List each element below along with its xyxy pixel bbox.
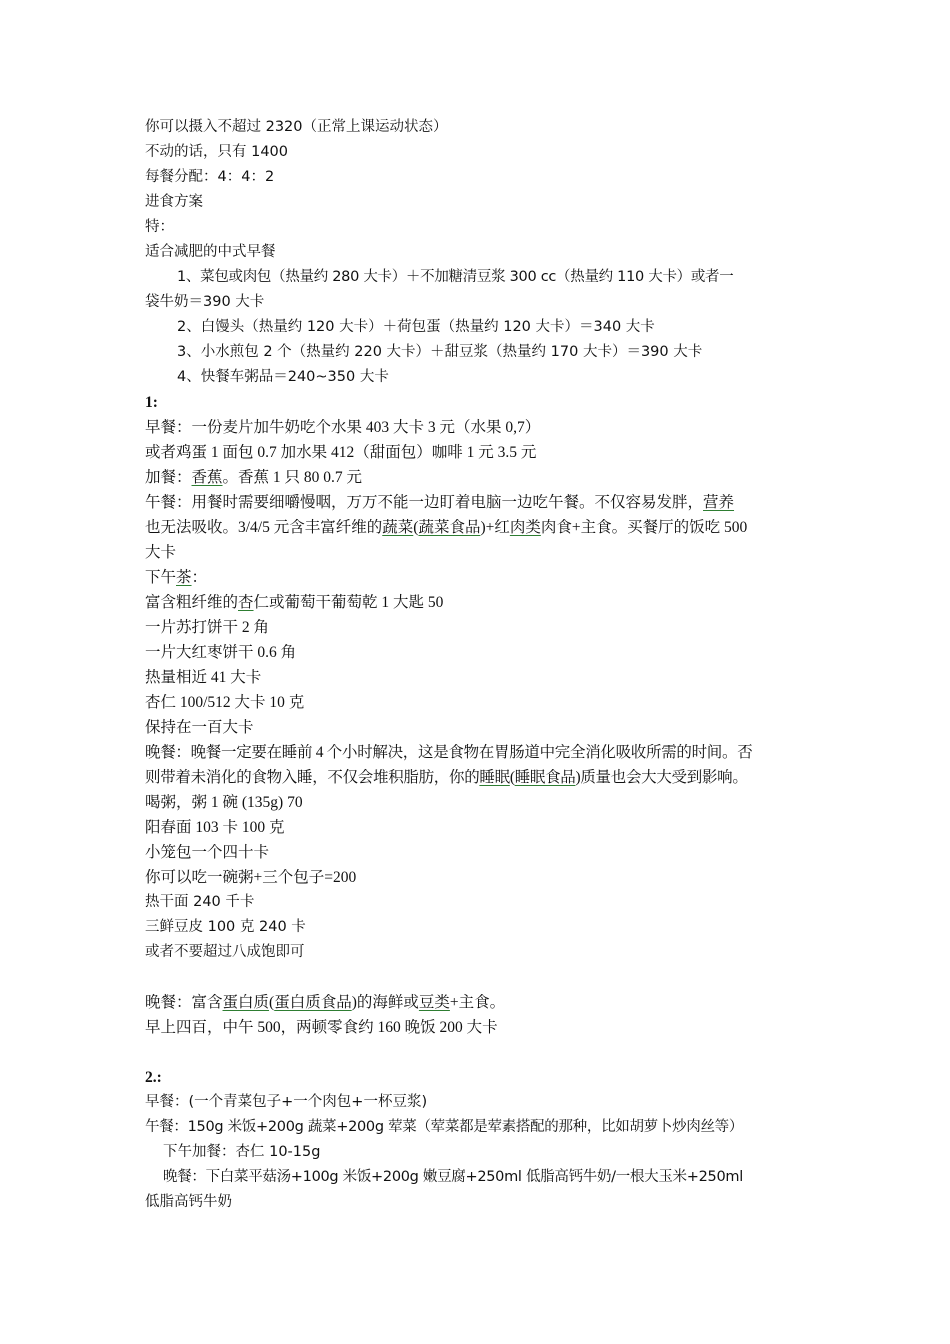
almond-line: 杏仁 100/512 大卡 10 克 (145, 694, 305, 711)
protein-food-link[interactable]: 蛋白质食品 (274, 994, 352, 1011)
soda-cracker-line: 一片苏打饼干 2 角 (145, 619, 270, 636)
breakfast-option-1: 1、菜包或肉包（热量约 280 大卡）＋不加糖清豆浆 300 cc（热量约 110 大卡）或者一 (177, 269, 734, 285)
plan1-breakfast-alt: 或者鸡蛋 1 面包 0.7 加水果 412（甜面包）咖啡 1 元 3.5 元 (145, 444, 537, 461)
plan1-breakfast: 早餐：一份麦片加牛奶吃个水果 403 大卡 3 元（水果 0,7） (145, 419, 541, 436)
banana-link[interactable]: 香蕉 (191, 469, 223, 486)
nutrition-link[interactable]: 营养 (703, 494, 735, 511)
breakfast-option-2: 2、白馒头（热量约 120 大卡）＋荷包蛋（热量约 120 大卡）＝340 大卡 (177, 319, 655, 335)
breakfast-option-3: 3、小水煎包 2 个（热量约 220 大卡）＋甜豆浆（热量约 170 大卡）＝390 大卡 (177, 344, 703, 360)
sleep-link[interactable]: 睡眠 (479, 769, 510, 786)
afternoon-tea-heading: 下午茶： (145, 569, 208, 586)
vegetables-link[interactable]: 蔬菜 (382, 519, 414, 536)
eighty-percent-line: 或者不要超过八成饱即可 (145, 944, 305, 960)
porridge-line: 喝粥，粥 1 碗 (135g) 70 (145, 794, 303, 811)
bun-line: 小笼包一个四十卡 (145, 844, 270, 861)
plan-heading: 进食方案 (145, 194, 203, 210)
plan2-breakfast: 早餐：(一个青菜包子+一个肉包+一杯豆浆) (145, 1094, 428, 1110)
breakfast-heading: 适合减肥的中式早餐 (145, 244, 276, 260)
plan1-dinner-protein: 晚餐：富含蛋白质(蛋白质食品)的海鲜或豆类+主食。 (145, 994, 506, 1011)
vegetable-food-link[interactable]: 蔬菜食品 (418, 519, 481, 536)
breakfast-option-4: 4、快餐车粥品＝240~350 大卡 (177, 369, 389, 385)
document-body (145, 115, 815, 1215)
daily-summary-line: 早上四百，中午 500，两顿零食约 160 晚饭 200 大卡 (145, 1019, 498, 1036)
calorie-similar-line: 热量相近 41 大卡 (145, 669, 262, 686)
plan2-dinner-cont: 低脂高钙牛奶 (145, 1194, 232, 1210)
plan1-dinner-cont: 则带着未消化的食物入睡，不仅会堆积脂肪，你的睡眠(睡眠食品)质量也会大大受到影响。 (145, 769, 748, 786)
inactive-limit-line: 不动的话，只有 1400 (145, 144, 289, 160)
plan2-dinner: 晚餐：下白菜平菇汤+100g 米饭+200g 嫩豆腐+250ml 低脂高钙牛奶/一根大玉米+250ml (163, 1169, 743, 1185)
beans-link[interactable]: 豆类 (418, 994, 450, 1011)
protein-link[interactable]: 蛋白质 (222, 994, 270, 1011)
date-cracker-line: 一片大红枣饼干 0.6 角 (145, 644, 297, 661)
plan2-snack: 下午加餐：杏仁 10-15g (163, 1144, 321, 1160)
meat-link[interactable]: 肉类 (509, 519, 541, 536)
section-2-heading: 2.: (145, 1069, 162, 1086)
section-1-heading: 1: (145, 394, 158, 411)
breakfast-option-1-cont: 袋牛奶＝390 大卡 (145, 294, 265, 310)
plan1-dinner: 晚餐：晚餐一定要在睡前 4 个小时解决，这是食物在胃肠道中完全消化吸收所需的时间。否 (145, 744, 753, 761)
plan2-lunch: 午餐：150g 米饭+200g 蔬菜+200g 荤菜（荤菜都是荤素搭配的那种，比如胡萝卜炒肉丝等） (145, 1119, 744, 1135)
afternoon-tea-fiber: 富含粗纤维的杏仁或葡萄干葡萄乾 1 大匙 50 (145, 594, 444, 611)
special-label: 特： (145, 219, 174, 235)
hundred-kcal-line: 保持在一百大卡 (145, 719, 254, 736)
blank-line (145, 965, 815, 990)
blank-line (145, 1040, 815, 1065)
plan1-lunch-cont: 也无法吸收。3/4/5 元含丰富纤维的蔬菜(蔬菜食品)+红肉类肉食+主食。买餐厅的饭吃 500 (145, 519, 748, 536)
plan1-lunch-cont2: 大卡 (145, 544, 177, 561)
intake-limit-line: 你可以摄入不超过 2320（正常上课运动状态） (145, 119, 448, 135)
hot-dry-noodle-line: 热干面 240 千卡 (145, 894, 255, 910)
meal-ratio-line: 每餐分配：4：4：2 (145, 169, 275, 185)
sleep-food-link[interactable]: 睡眠食品 (514, 769, 576, 786)
noodle-line: 阳春面 103 卡 100 克 (145, 819, 285, 836)
tea-link[interactable]: 茶 (176, 569, 192, 586)
porridge-bun-line: 你可以吃一碗粥+三个包子=200 (145, 869, 357, 886)
tofu-skin-line: 三鲜豆皮 100 克 240 卡 (145, 919, 306, 935)
plan1-snack: 加餐：香蕉。香蕉 1 只 80 0.7 元 (145, 469, 363, 486)
plan1-lunch: 午餐：用餐时需要细嚼慢咽，万万不能一边盯着电脑一边吃午餐。不仅容易发胖，营养 (145, 494, 735, 511)
apricot-link[interactable]: 杏 (238, 594, 254, 611)
